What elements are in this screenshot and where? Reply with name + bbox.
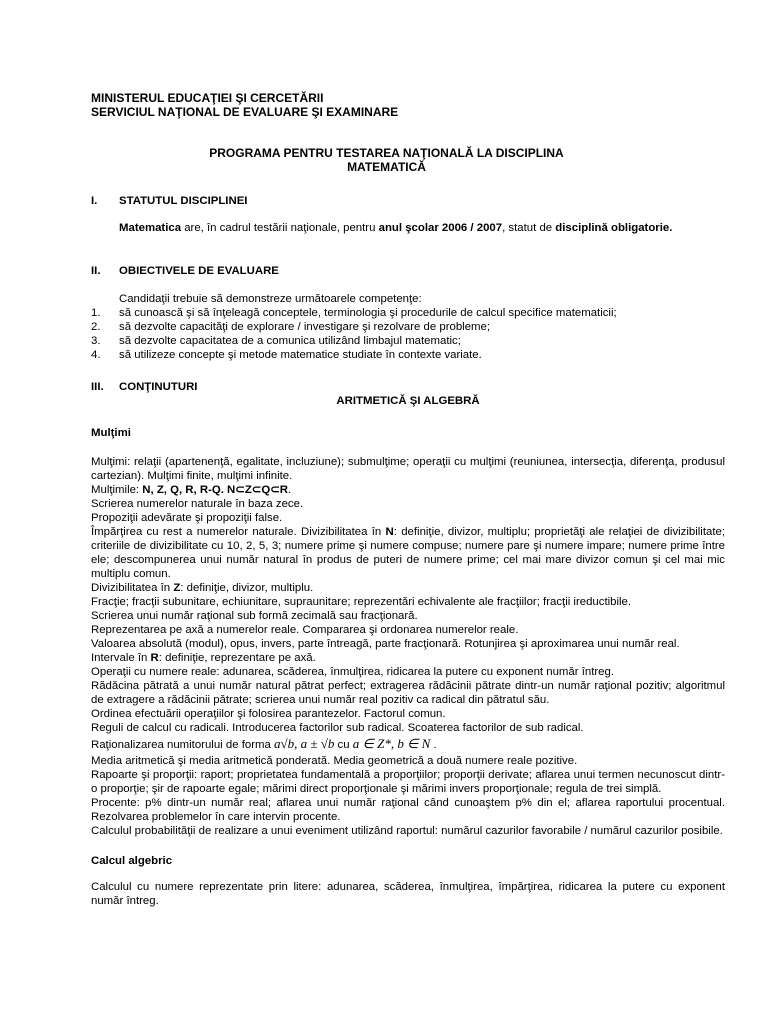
text: : definiţie, reprezentare pe axă. (158, 652, 316, 664)
content-line: Propoziţii adevărate şi propoziţii false. (91, 512, 283, 524)
content-line: Ordinea efectuării operaţiilor şi folosirea parantezelor. Factorul comun. (91, 708, 446, 720)
objective-item (91, 334, 725, 348)
objectives-intro: Candidaţii trebuie să demonstreze următoarele competenţe: (119, 293, 422, 305)
section-title: STATUTUL DISCIPLINEI (119, 195, 248, 207)
text: cu (334, 739, 353, 751)
section-heading-obiective (91, 264, 725, 278)
section-number: I. (91, 195, 98, 207)
content-line: Valoarea absolută (modul), opus, invers, parte întreagă, parte fracţionară. Rotunjirea şi aproximarea unui număr real. (91, 638, 680, 650)
content-line: Rădăcina pătrată a unui număr natural pătrat perfect; extragerea rădăcinii pătrate dintr-un număr raţional pozitiv; algoritmul de extragere a rădăcinii pătrate; scrierea unui număr real pozitiv ca radical din pătratul său. (91, 680, 725, 706)
set-symbol: Z (173, 582, 181, 594)
statut-status: disciplină obligatorie. (555, 222, 673, 234)
text: : definiţie, divizor, multiplu. (180, 582, 314, 594)
service-name: SERVICIUL NAŢIONAL DE EVALUARE ŞI EXAMINARE (91, 105, 399, 119)
objective-text: să cunoască şi să înţeleagă conceptele, terminologia şi procedurile de calcul specifice matematicii; (119, 307, 617, 319)
multimi-heading: Mulţimi (91, 427, 131, 439)
document-title (91, 146, 682, 174)
objective-number: 3. (91, 335, 101, 347)
text: . (287, 484, 292, 496)
multimi-content (91, 455, 725, 908)
content-line: Mulţimi: relaţii (apartenenţă, egalitate, incluziune); submulţime; operaţii cu mulţimi (reuniunea, intersecţia, diferenţa, produsul cartezian). Mulţimi finite, mulţimi infinite. (91, 456, 725, 482)
subject-heading: ARITMETICĂ ŞI ALGEBRĂ (336, 395, 480, 407)
objectives-list (91, 306, 725, 362)
objective-item (91, 320, 725, 334)
objective-text: să dezvolte capacităţi de explorare / investigare şi rezolvare de probleme; (119, 321, 491, 333)
text: : definiţie, divizor, multiplu; proprietăţi ale relaţiei de divizibilitate; criteriile de divizibilitate cu 10, 2, 5, 3; numere prime şi numere compuse; numere pare şi numere impare; numere prime între ele; descompunerea unui număr natural în produs de puteri de numere prime; cel mai mare divizor comun şi cel mai mic multiplu comun. (91, 526, 725, 580)
text: Raţionalizarea numitorului de forma (91, 739, 274, 751)
content-line: Scrierea unui număr raţional sub formă zecimală sau fracţionară. (91, 610, 418, 622)
statut-paragraph (91, 221, 753, 235)
section-number: III. (91, 381, 104, 393)
objective-text: să utilizeze concepte şi metode matematice studiate în contexte variate. (119, 349, 482, 361)
objective-text: să dezvolte capacitatea de a comunica utilizând limbajul matematic; (119, 335, 461, 347)
objective-item (91, 306, 725, 320)
set-symbol: R (150, 652, 159, 664)
text: Divizibilitatea în (91, 582, 174, 594)
math-expression: a√b, a ± √b (273, 736, 335, 751)
number-sets: N, Z, Q, R, R-Q. N⊂Z⊂Q⊂R (142, 484, 288, 496)
text: Intervale în (91, 652, 151, 664)
section-heading-continuturi (91, 380, 725, 394)
content-line: Calculul cu numere reprezentate prin litere: adunarea, scăderea, înmulţirea, împărţirea, ridicarea la putere cu exponent număr întreg. (91, 881, 725, 907)
content-line (91, 581, 725, 595)
content-line: Scrierea numerelor naturale în baza zece. (91, 498, 304, 510)
content-line (91, 525, 725, 581)
objective-item (91, 348, 725, 362)
objective-number: 4. (91, 349, 101, 361)
content-line: Operaţii cu numere reale: adunarea, scăderea, înmulţirea, ridicarea la putere cu exponent număr întreg. (91, 666, 614, 678)
section-title: OBIECTIVELE DE EVALUARE (119, 265, 279, 277)
statut-subject: Matematica (119, 222, 182, 234)
math-expression: a ∈ Z*, b ∈ N (352, 736, 431, 751)
content-line: Reguli de calcul cu radicali. Introducerea factorilor sub radical. Scoaterea factorilor de sub radical. (91, 722, 584, 734)
objective-number: 2. (91, 321, 101, 333)
text: . (430, 739, 437, 751)
text: Mulţimile: (91, 484, 143, 496)
section-title: CONŢINUTURI (119, 381, 198, 393)
content-line: Media aritmetică şi media aritmetică ponderată. Media geometrică a două numere reale pozitive. (91, 755, 578, 767)
content-line (91, 651, 725, 665)
objective-number: 1. (91, 307, 101, 319)
section-heading-statut (91, 194, 725, 208)
content-line: Calculul probabilităţii de realizare a unui eveniment utilizând raportul: numărul cazurilor favorabile / numărul cazurilor posibile. (91, 825, 723, 837)
text: Împărţirea cu rest a numerelor naturale. Divizibilitatea în (91, 526, 386, 538)
content-line: Fracţie; fracţii subunitare, echiunitare, supraunitare; reprezentări echivalente ale fracţiilor; fracţii ireductibile. (91, 596, 632, 608)
statut-text-2: , statut de (502, 222, 556, 234)
institution-header (91, 91, 398, 119)
content-line: Rapoarte şi proporţii: raport; proprietatea fundamentală a proporţiilor; proporţii derivate; aflarea unui termen necunoscut dintr-o proporţie; şir de rapoarte egale; mărimi direct proporţionale şi mărimi invers proporţionale; regula de trei simplă. (91, 769, 725, 795)
ministry-name: MINISTERUL EDUCAŢIEI ŞI CERCETĂRII (91, 91, 324, 105)
statut-school-year: anul şcolar 2006 / 2007 (378, 222, 503, 234)
content-line (91, 735, 725, 754)
statut-text-1: are, în cadrul testării naţionale, pentru (181, 222, 379, 234)
objectives-block (91, 292, 725, 362)
section-number: II. (91, 265, 101, 277)
calcul-algebric-heading: Calcul algebric (91, 855, 173, 867)
content-line: Procente: p% dintr-un număr real; aflarea unui număr raţional când cunoaştem p% din el; aflarea raportului procentual. Rezolvarea problemelor în care intervin procente. (91, 797, 725, 823)
set-symbol: N (385, 526, 394, 538)
content-line: Reprezentarea pe axă a numerelor reale. Compararea şi ordonarea numerelor reale. (91, 624, 519, 636)
title-line-1: PROGRAMA PENTRU TESTAREA NAŢIONALĂ LA DISCIPLINA (209, 146, 564, 160)
title-line-2: MATEMATICĂ (347, 160, 426, 174)
content-line (91, 483, 725, 497)
